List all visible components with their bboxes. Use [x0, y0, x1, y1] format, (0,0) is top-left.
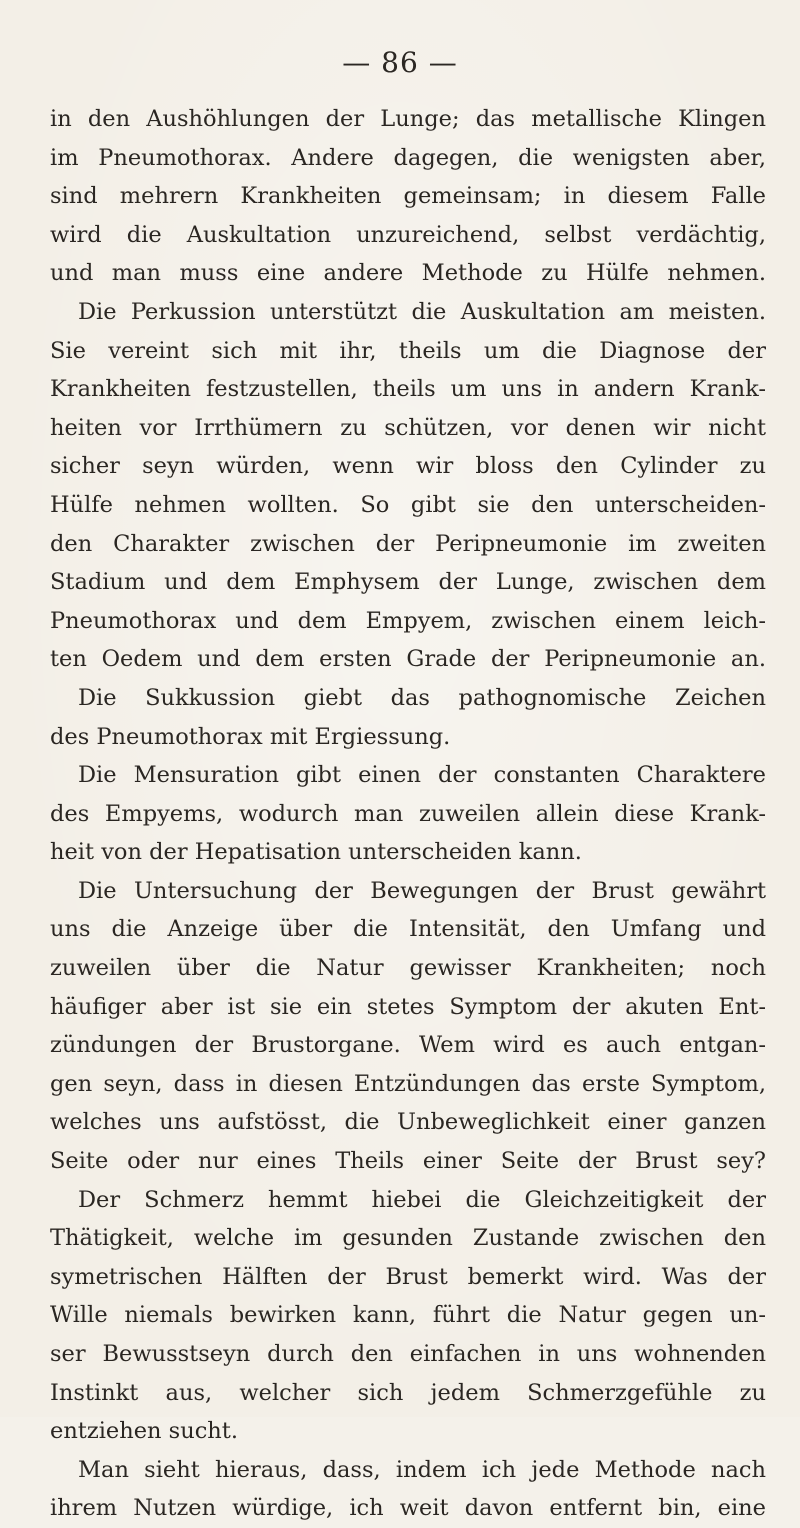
text-line: in den Aushöhlungen der Lunge; das metallische Klingen	[50, 106, 766, 132]
text-line: Wille niemals bewirken kann, führt die Natur gegen un-	[50, 1302, 766, 1329]
text-line: Der Schmerz hemmt hiebei die Gleichzeitigkeit der	[78, 1186, 766, 1213]
text-line: Pneumothorax und dem Empyem, zwischen einem leich-	[50, 607, 766, 634]
text-line: im Pneumothorax. Andere dagegen, die wenigsten aber,	[50, 144, 766, 171]
text-line: symetrischen Hälften der Brust bemerkt wird. Was der	[50, 1263, 766, 1290]
body-text	[50, 100, 766, 1528]
text-line: Stadium und dem Emphysem der Lunge, zwischen dem	[50, 569, 766, 596]
text-line: Die Perkussion unterstützt die Auskultation am meisten.	[78, 298, 766, 325]
text-line: und man muss eine andere Methode zu Hülfe nehmen.	[50, 260, 766, 287]
text-line: Seite oder nur eines Theils einer Seite der Brust sey?	[50, 1148, 766, 1175]
text-line: Die Sukkussion giebt das pathognomische Zeichen	[78, 684, 766, 711]
text-line: heit von der Hepatisation unterscheiden kann.	[50, 839, 582, 866]
text-line: Die Untersuchung der Bewegungen der Brust gewährt	[78, 877, 766, 904]
text-line: Krankheiten festzustellen, theils um uns in andern Krank-	[50, 376, 766, 403]
text-line: Man sieht hieraus, dass, indem ich jede Methode nach	[78, 1456, 766, 1483]
text-line: wird die Auskultation unzureichend, selbst verdächtig,	[50, 221, 766, 248]
text-line: ten Oedem und dem ersten Grade der Peripneumonie an.	[50, 646, 766, 673]
text-line: entziehen sucht.	[50, 1418, 238, 1445]
text-line: sicher seyn würden, wenn wir bloss den Cylinder zu	[50, 453, 766, 480]
text-line: ser Bewusstseyn durch den einfachen in uns wohnenden	[50, 1341, 766, 1367]
text-line: welches uns aufstösst, die Unbeweglichkeit einer ganzen	[50, 1109, 766, 1136]
text-line: zuweilen über die Natur gewisser Krankheiten; noch	[50, 955, 766, 982]
text-line: ihrem Nutzen würdige, ich weit davon entfernt bin, eine	[50, 1495, 766, 1522]
text-line: Hülfe nehmen wollten. So gibt sie den unterscheiden-	[50, 491, 766, 518]
text-line: des Empyems, wodurch man zuweilen allein diese Krank-	[50, 800, 766, 827]
text-line: gen seyn, dass in diesen Entzündungen das erste Symptom,	[50, 1070, 766, 1097]
text-line: Sie vereint sich mit ihr, theils um die Diagnose der	[50, 337, 766, 364]
text-line: sind mehrern Krankheiten gemeinsam; in diesem Falle	[50, 183, 766, 210]
text-line: Die Mensuration gibt einen der constanten Charaktere	[78, 762, 766, 789]
text-line: zündungen der Brustorgane. Wem wird es auch entgan-	[50, 1032, 766, 1059]
text-line: heiten vor Irrthümern zu schützen, vor denen wir nicht	[50, 414, 766, 441]
page-number: — 86 —	[342, 46, 458, 79]
text-line: häufiger aber ist sie ein stetes Symptom der akuten Ent-	[50, 993, 766, 1020]
text-line: uns die Anzeige über die Intensität, den Umfang und	[50, 916, 766, 943]
text-line: den Charakter zwischen der Peripneumonie im zweiten	[50, 530, 766, 557]
text-line: Thätigkeit, welche im gesunden Zustande zwischen den	[50, 1225, 766, 1252]
text-line: Instinkt aus, welcher sich jedem Schmerzgefühle zu	[50, 1379, 766, 1406]
text-line: des Pneumothorax mit Ergiessung.	[50, 723, 451, 750]
